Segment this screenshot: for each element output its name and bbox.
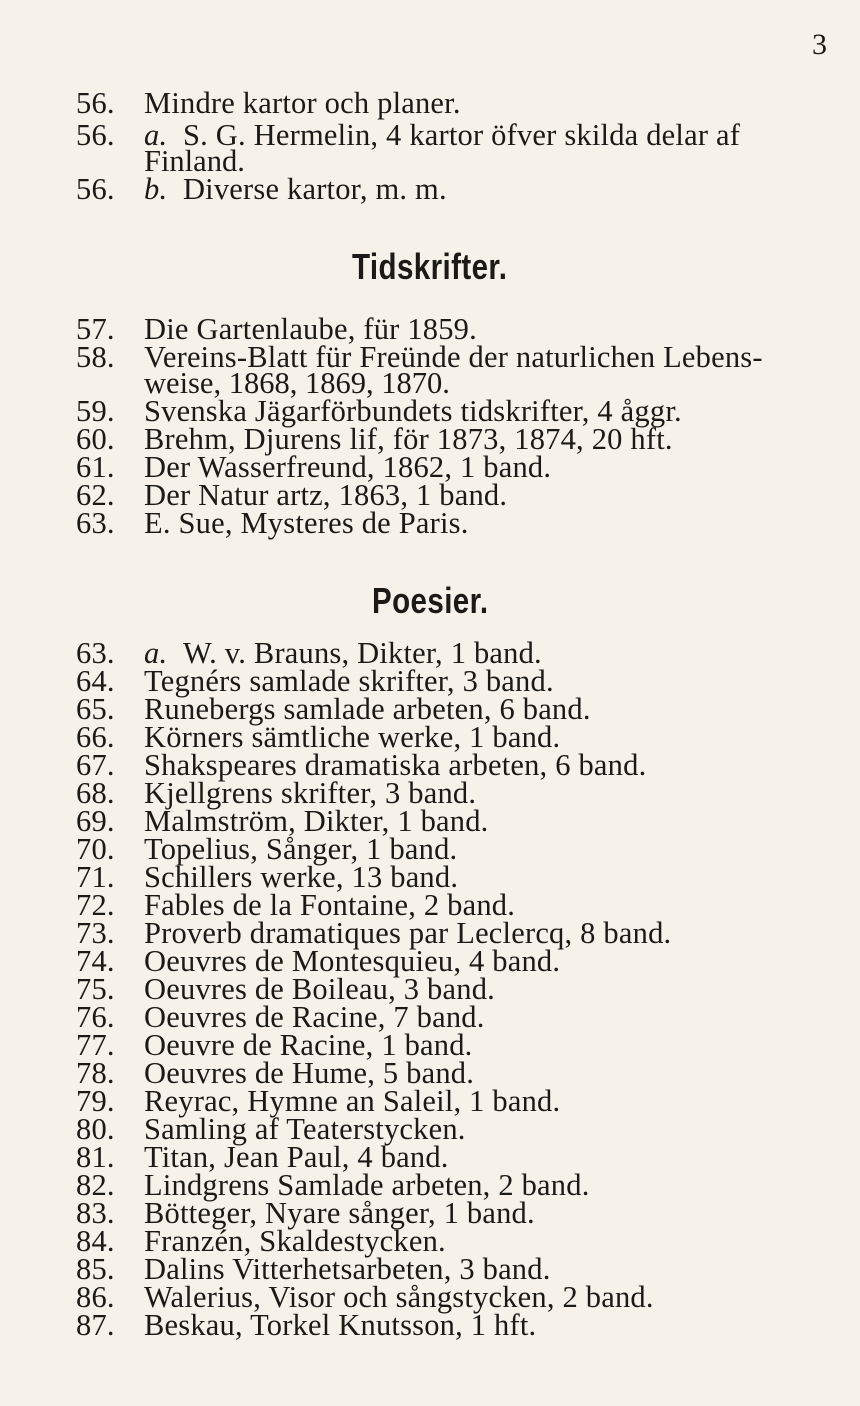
entry-text: Titan, Jean Paul, 4 band. (144, 1140, 449, 1174)
list-item (76, 86, 461, 120)
entry-number: 77. (76, 1028, 115, 1062)
entry-text: Oeuvres de Hume, 5 band. (144, 1056, 475, 1090)
entry-number: 60. (76, 422, 115, 456)
entry-text: Lindgrens Samlade arbeten, 2 band. (144, 1168, 590, 1202)
section-heading-poesier: Poesier. (372, 580, 489, 621)
entry-number: 68. (76, 776, 115, 810)
entry-number: 59. (76, 394, 115, 428)
entry-text: Reyrac, Hymne an Saleil, 1 band. (144, 1084, 561, 1118)
entry-number: 78. (76, 1056, 115, 1090)
entry-number: 76. (76, 1000, 115, 1034)
entry-text: Brehm, Djurens lif, för 1873, 1874, 20 hft. (144, 422, 673, 456)
entry-number: 69. (76, 804, 115, 838)
entry-text: Shakspeares dramatiska arbeten, 6 band. (144, 748, 647, 782)
entry-number: 81. (76, 1140, 115, 1174)
list-item (76, 506, 469, 540)
entry-text: Topelius, Sånger, 1 band. (144, 832, 458, 866)
entry-number: 56. (76, 172, 115, 206)
entry-number: 72. (76, 888, 115, 922)
entry-number: 84. (76, 1224, 115, 1258)
entry-number: 56. (76, 86, 115, 120)
entry-text: Runebergs samlade arbeten, 6 band. (144, 692, 591, 726)
entry-text: Beskau, Torkel Knutsson, 1 hft. (144, 1308, 537, 1342)
entry-text: Dalins Vitterhetsarbeten, 3 band. (144, 1252, 551, 1286)
entry-number: 57. (76, 312, 115, 346)
entry-text: Mindre kartor och planer. (144, 86, 461, 120)
entry-text: Oeuvre de Racine, 1 band. (144, 1028, 473, 1062)
entry-text: Proverb dramatiques par Leclercq, 8 band. (144, 916, 672, 950)
entry-text: Vereins-Blatt für Freünde der naturlichen Lebens- (144, 340, 763, 374)
entry-number: 85. (76, 1252, 115, 1286)
entry-number: 58. (76, 340, 115, 374)
entry-number: 70. (76, 832, 115, 866)
entry-text: Oeuvres de Montesquieu, 4 band. (144, 944, 561, 978)
entry-sub-label: a. (144, 636, 168, 670)
entry-text: Tegnérs samlade skrifter, 3 band. (144, 664, 554, 698)
entry-number: 73. (76, 916, 115, 950)
entry-text: Walerius, Visor och sångstycken, 2 band. (144, 1280, 654, 1314)
entry-text: Schillers werke, 13 band. (144, 860, 459, 894)
entry-sub-label: a. (144, 118, 168, 152)
entry-number: 74. (76, 944, 115, 978)
entry-text: Der Wasserfreund, 1862, 1 band. (144, 450, 552, 484)
entry-number: 66. (76, 720, 115, 754)
entry-text: Die Gartenlaube, für 1859. (144, 312, 477, 346)
list-item (76, 1308, 536, 1342)
entry-number: 56. (76, 118, 115, 152)
entry-number: 79. (76, 1084, 115, 1118)
entry-continuation: Finland. (144, 144, 245, 178)
entry-number: 62. (76, 478, 115, 512)
entry-text: Oeuvres de Racine, 7 band. (144, 1000, 485, 1034)
entry-continuation: weise, 1868, 1869, 1870. (144, 366, 450, 400)
entry-text: Der Natur artz, 1863, 1 band. (144, 478, 508, 512)
entry-number: 87. (76, 1308, 115, 1342)
page-number: 3 (812, 28, 827, 61)
entry-text: Samling af Teaterstycken. (144, 1112, 466, 1146)
entry-number: 64. (76, 664, 115, 698)
entry-number: 75. (76, 972, 115, 1006)
entry-text: Oeuvres de Boileau, 3 band. (144, 972, 495, 1006)
entry-text: Fables de la Fontaine, 2 band. (144, 888, 516, 922)
entry-text: Bötteger, Nyare sånger, 1 band. (144, 1196, 535, 1230)
entry-text: E. Sue, Mysteres de Paris. (144, 506, 469, 540)
entry-text: S. G. Hermelin, 4 kartor öfver skilda delar af (182, 118, 741, 152)
entry-text: Malmström, Dikter, 1 band. (144, 804, 489, 838)
entry-number: 63. (76, 506, 115, 540)
entry-text: Kjellgrens skrifter, 3 band. (144, 776, 477, 810)
entry-number: 67. (76, 748, 115, 782)
entry-number: 83. (76, 1196, 115, 1230)
entry-text: W. v. Brauns, Dikter, 1 band. (182, 636, 542, 670)
entry-number: 71. (76, 860, 115, 894)
entry-number: 86. (76, 1280, 115, 1314)
entry-number: 80. (76, 1112, 115, 1146)
entry-number: 82. (76, 1168, 115, 1202)
entry-number: 61. (76, 450, 115, 484)
entry-sub-label: b. (144, 172, 168, 206)
entry-text: Diverse kartor, m. m. (182, 172, 447, 206)
entry-text: Svenska Jägarförbundets tidskrifter, 4 åggr. (144, 394, 682, 428)
entry-number: 65. (76, 692, 115, 726)
list-item (76, 172, 447, 206)
section-heading-tidskrifter: Tidskrifter. (352, 246, 508, 287)
entry-text: Franzén, Skaldestycken. (144, 1224, 446, 1258)
entry-text: Körners sämtliche werke, 1 band. (144, 720, 561, 754)
entry-number: 63. (76, 636, 115, 670)
